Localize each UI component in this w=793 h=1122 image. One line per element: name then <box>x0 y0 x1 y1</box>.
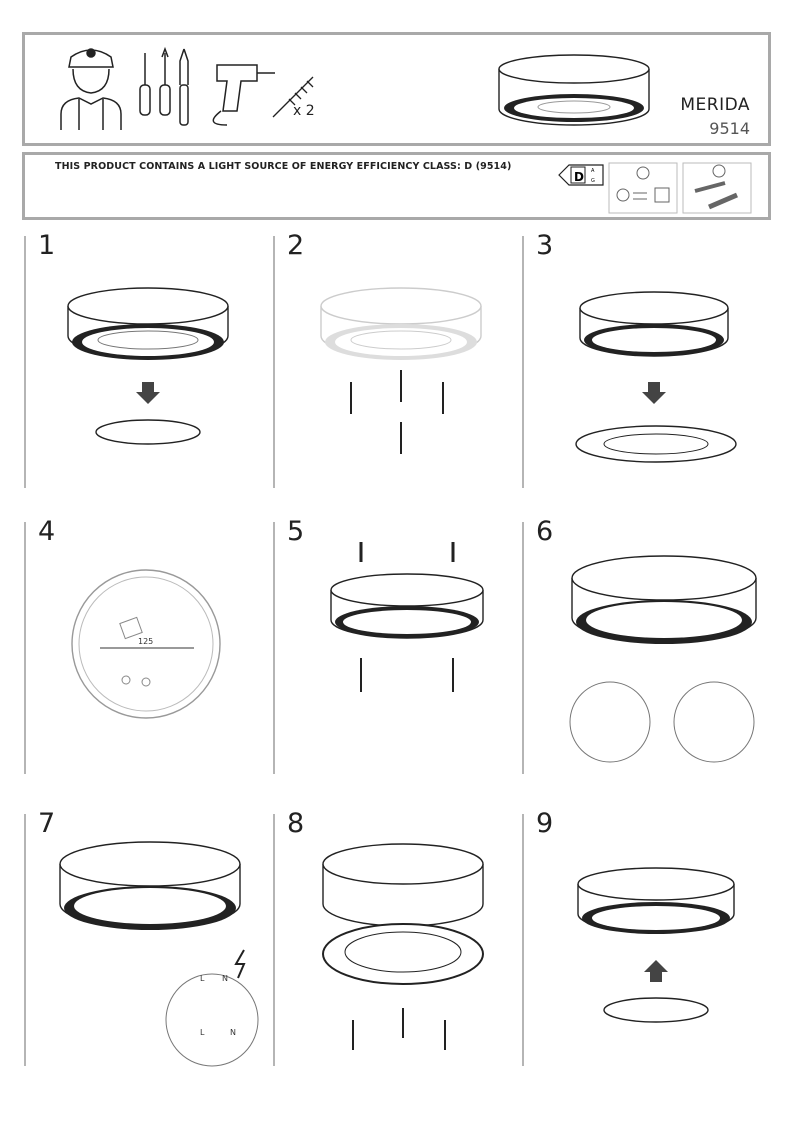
step-9-illustration <box>524 814 754 1066</box>
energy-icons <box>25 155 774 223</box>
led-replace-icon <box>609 163 677 213</box>
step-2-illustration <box>275 236 505 488</box>
energy-class-letter: D <box>574 170 584 184</box>
tools-illustration <box>25 35 774 149</box>
step-number: 4 <box>38 516 56 547</box>
step-8 <box>273 808 505 1066</box>
energy-notice: THIS PRODUCT CONTAINS A LIGHT SOURCE OF ENERGY EFFICIENCY CLASS: D (9514) <box>55 161 512 172</box>
diffuser-disc <box>96 420 200 444</box>
energy-scale-bottom: G <box>591 178 595 184</box>
service-replace-icon <box>683 163 751 213</box>
terminal-label-l: L <box>200 1028 205 1037</box>
energy-label-icon <box>559 165 603 185</box>
screwdriver-icon <box>140 49 188 125</box>
up-arrow-icon <box>644 960 668 982</box>
drill-icon <box>213 65 275 125</box>
step-number: 9 <box>536 808 554 839</box>
mounting-dimension: 125 <box>138 637 154 646</box>
step-1 <box>24 230 256 488</box>
terminal-label-l: L <box>200 974 205 983</box>
step-3-illustration <box>524 236 754 488</box>
product-luminaire-icon <box>499 55 649 125</box>
diffuser-disc <box>604 998 708 1022</box>
step-5 <box>273 516 505 774</box>
step-number: 7 <box>38 808 56 839</box>
electric-hazard-icon <box>236 950 244 978</box>
screws-icon <box>353 1008 445 1050</box>
step-1-illustration <box>26 236 256 488</box>
step-number: 3 <box>536 230 554 261</box>
detail-right <box>674 682 754 762</box>
anchors-icon <box>361 542 453 562</box>
terminal-detail <box>166 974 258 1066</box>
step-9 <box>522 808 754 1066</box>
energy-scale-top: A <box>591 168 595 174</box>
step-4 <box>24 516 256 774</box>
step-8-illustration <box>275 814 505 1066</box>
step-number: 6 <box>536 516 554 547</box>
step-2 <box>273 230 505 488</box>
step-6 <box>522 516 754 774</box>
down-arrow-icon <box>136 382 160 404</box>
terminal-label-n: N <box>222 974 228 983</box>
model-name: MERIDA <box>680 95 750 115</box>
screws-icon <box>351 370 443 454</box>
step-4-illustration <box>26 522 256 774</box>
down-arrow-icon <box>642 382 666 404</box>
step-number: 5 <box>287 516 305 547</box>
step-number: 8 <box>287 808 305 839</box>
energy-panel <box>22 152 771 220</box>
screws-icon <box>361 658 453 692</box>
step-number: 2 <box>287 230 305 261</box>
step-3 <box>522 230 754 488</box>
step-7 <box>24 808 256 1066</box>
model-code: 9514 <box>709 119 750 138</box>
screw-count: x 2 <box>293 103 315 119</box>
step-5-illustration <box>275 522 505 774</box>
header-panel <box>22 32 771 146</box>
terminal-label-n: N <box>230 1028 236 1037</box>
step-6-illustration <box>524 522 754 774</box>
step-number: 1 <box>38 230 56 261</box>
worker-icon <box>61 49 121 130</box>
detail-left <box>570 682 650 762</box>
step-7-illustration <box>26 814 256 1066</box>
